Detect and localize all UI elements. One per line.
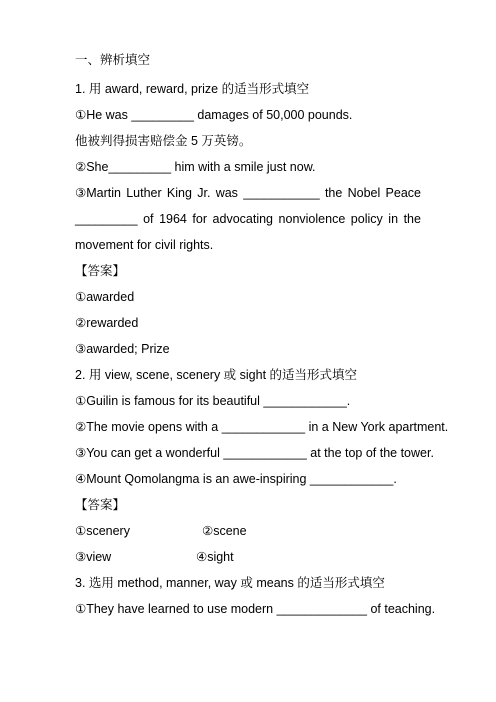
- word: nonviolence: [278, 212, 346, 226]
- word: of: [143, 212, 154, 226]
- section-title: 一、辨析填空: [75, 53, 151, 67]
- question-2-answer-label: 【答案】: [75, 498, 126, 512]
- question-2-answer-2: ②scene: [202, 524, 247, 538]
- word: Peace: [385, 186, 421, 200]
- question-1-item-3-line-1: [75, 185, 421, 201]
- question-1-answer-1: ①awarded: [75, 290, 135, 304]
- question-1-answer-2: ②rewarded: [75, 316, 139, 330]
- question-2-answer-4: ④sight: [196, 550, 234, 564]
- question-3-item-1: ①They have learned to use modern _____________ of teaching.: [75, 602, 436, 616]
- word: in: [388, 212, 399, 226]
- word: King: [166, 186, 192, 200]
- translation-part-a: 他被判得损害赔偿金 5: [75, 134, 198, 148]
- question-1-item-1-translation: [75, 133, 251, 149]
- question-3-heading: 3. 选用 method, manner, way 或 means 的适当形式填空: [75, 576, 385, 590]
- word: was: [215, 186, 238, 200]
- word: the: [324, 186, 343, 200]
- question-1-answer-3: ③awarded; Prize: [75, 342, 170, 356]
- translation-part-b: 万英镑。: [201, 134, 252, 148]
- question-1-item-2: ②She_________ him with a smile just now.: [75, 160, 316, 174]
- question-1-heading: 1. 用 award, reward, prize 的适当形式填空: [75, 82, 310, 96]
- word: advocating: [212, 212, 274, 226]
- question-2-item-1: ①Guilin is famous for its beautiful ____________.: [75, 394, 351, 408]
- question-2-item-3: ③You can get a wonderful ____________ at the top of the tower.: [75, 446, 434, 460]
- word: Nobel: [347, 186, 381, 200]
- question-1-answer-label: 【答案】: [75, 264, 126, 278]
- question-2-heading: 2. 用 view, scene, scenery 或 sight 的适当形式填空: [75, 368, 358, 382]
- blank: ___________: [243, 186, 320, 200]
- word: for: [192, 212, 208, 226]
- question-2-answer-1: ①scenery: [75, 524, 130, 538]
- question-2-answer-3: ③view: [75, 550, 112, 564]
- word: 1964: [159, 212, 187, 226]
- blank: _________: [75, 212, 138, 226]
- question-2-item-4: ④Mount Qomolangma is an awe-inspiring ____________.: [75, 472, 397, 486]
- question-1-item-3-line-3: movement for civil rights.: [75, 238, 214, 252]
- word: policy: [350, 212, 383, 226]
- question-2-item-2: ②The movie opens with a ____________ in a New York apartment.: [75, 420, 449, 434]
- word: Jr.: [197, 186, 211, 200]
- question-1-item-3-line-2: [75, 211, 421, 227]
- word: Luther: [126, 186, 162, 200]
- word: the: [403, 212, 421, 226]
- question-1-item-1: ①He was _________ damages of 50,000 pounds.: [75, 108, 353, 122]
- word: ③Martin: [75, 186, 121, 200]
